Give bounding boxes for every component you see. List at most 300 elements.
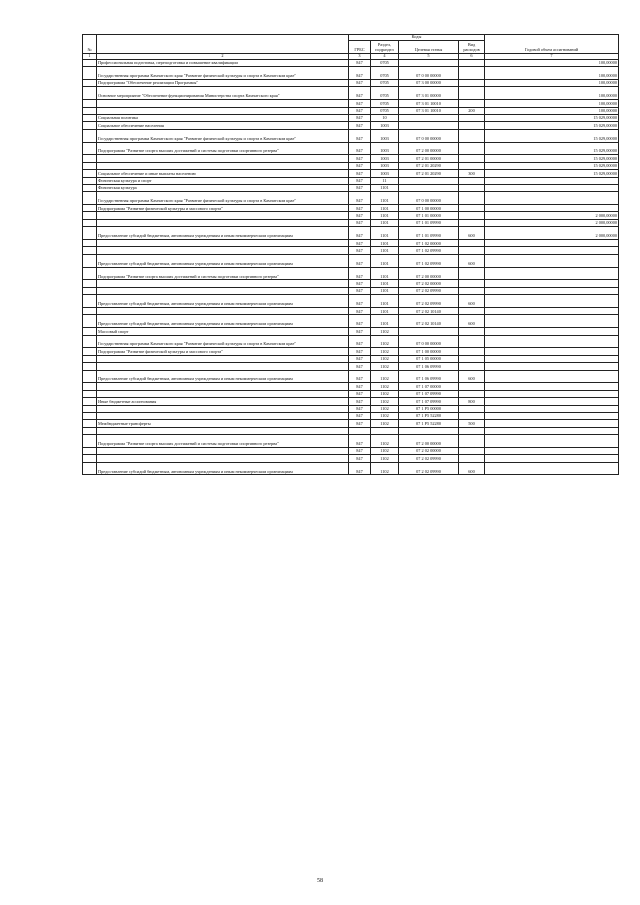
row-expense-type: [459, 308, 485, 315]
row-grbs: 847: [349, 129, 371, 142]
table-row: [83, 100, 619, 107]
row-expense-type: [459, 219, 485, 226]
row-article: 07 3 01 00000: [399, 87, 459, 100]
row-article: 07 2 01 00000: [399, 155, 459, 162]
row-name: Подпрограмма "Развитие физической культуры и массового спорта": [97, 348, 349, 355]
row-grbs: 847: [349, 355, 371, 362]
row-name: Подпрограмма "Обеспечение реализации Программы": [97, 80, 349, 87]
table-row: [83, 177, 619, 184]
row-expense-type: [459, 267, 485, 280]
row-name: [97, 308, 349, 315]
row-article: 07 2 00 00000: [399, 435, 459, 448]
row-amount: [485, 447, 619, 454]
table-row: [83, 59, 619, 66]
table-row: [83, 184, 619, 191]
row-section: 1102: [371, 328, 399, 335]
row-expense-type: 600: [459, 295, 485, 308]
row-grbs: 847: [349, 162, 371, 169]
row-section: 1003: [371, 129, 399, 142]
row-section: 1101: [371, 184, 399, 191]
row-section: 1003: [371, 155, 399, 162]
table-row: [83, 455, 619, 462]
row-article: 07 1 01 09990: [399, 227, 459, 240]
row-number-cell: [83, 295, 97, 308]
table-row: [83, 355, 619, 362]
row-amount: [485, 184, 619, 191]
row-expense-type: [459, 405, 485, 412]
row-section: 1102: [371, 398, 399, 405]
row-name: Основное мероприятие "Обеспечение функционирования Министерства спорта Камчатского края": [97, 87, 349, 100]
table-row: [83, 254, 619, 267]
row-grbs: 847: [349, 280, 371, 287]
row-article: 07 3 00 00000: [399, 80, 459, 87]
row-amount: [485, 383, 619, 390]
row-name: Межбюджетные трансферты: [97, 420, 349, 427]
row-section: 1101: [371, 254, 399, 267]
col-number: 6: [459, 53, 485, 59]
row-section: 1101: [371, 308, 399, 315]
row-expense-type: [459, 348, 485, 355]
table-row: [83, 398, 619, 405]
row-expense-type: 800: [459, 398, 485, 405]
row-article: 07 0 00 00000: [399, 67, 459, 80]
row-number-cell: [83, 184, 97, 191]
row-grbs: 847: [349, 219, 371, 226]
row-grbs: 847: [349, 267, 371, 280]
row-grbs: 847: [349, 240, 371, 247]
row-grbs: 847: [349, 155, 371, 162]
row-amount: 100,00000: [485, 59, 619, 66]
row-name: [97, 155, 349, 162]
row-number-cell: [83, 254, 97, 267]
header-amount: Годовой объем ассигнований: [485, 35, 619, 54]
row-amount: [485, 348, 619, 355]
table-row: [83, 247, 619, 254]
row-section: 1003: [371, 170, 399, 177]
row-section: 1101: [371, 295, 399, 308]
row-expense-type: [459, 212, 485, 219]
table-row: [83, 435, 619, 448]
row-amount: [485, 370, 619, 383]
row-section: 1102: [371, 390, 399, 397]
row-number-cell: [83, 335, 97, 348]
row-expense-type: 600: [459, 462, 485, 475]
table-row: [83, 287, 619, 294]
row-section: 1102: [371, 435, 399, 448]
row-name: [97, 405, 349, 412]
row-section: 1101: [371, 227, 399, 240]
row-article: 07 1 06 09990: [399, 363, 459, 370]
row-name: Предоставление субсидий бюджетным, автономным учреждениям и иным некоммерческим организациям: [97, 254, 349, 267]
table-row: [83, 383, 619, 390]
row-grbs: 847: [349, 370, 371, 383]
table-row: [83, 142, 619, 155]
row-name: [97, 412, 349, 419]
row-article: 07 2 02 00000: [399, 447, 459, 454]
row-name: [97, 240, 349, 247]
row-expense-type: 600: [459, 315, 485, 328]
row-grbs: [349, 427, 371, 434]
row-amount: [485, 192, 619, 205]
header-codes: Коды: [349, 35, 485, 41]
row-grbs: 847: [349, 328, 371, 335]
row-section: 1102: [371, 412, 399, 419]
table-row: [83, 462, 619, 475]
row-section: 0705: [371, 59, 399, 66]
row-name: [97, 455, 349, 462]
row-name: Массовый спорт: [97, 328, 349, 335]
row-name: [97, 219, 349, 226]
table-row: [83, 427, 619, 434]
row-expense-type: [459, 240, 485, 247]
row-grbs: 847: [349, 212, 371, 219]
row-name: [97, 247, 349, 254]
header-expense-type: Вид расходов: [459, 40, 485, 53]
header-number: №: [83, 35, 97, 54]
row-section: 1102: [371, 447, 399, 454]
row-article: 07 1 P5 00000: [399, 405, 459, 412]
row-name: [97, 100, 349, 107]
table-row: [83, 205, 619, 212]
col-number: 3: [349, 53, 371, 59]
row-section: 1102: [371, 405, 399, 412]
row-expense-type: [459, 412, 485, 419]
row-grbs: 847: [349, 227, 371, 240]
budget-table: [82, 34, 619, 475]
row-grbs: 847: [349, 412, 371, 419]
row-grbs: 847: [349, 254, 371, 267]
row-amount: 15 029,00000: [485, 142, 619, 155]
row-article: 07 1 02 09990: [399, 254, 459, 267]
row-article: 07 1 P5 52280: [399, 412, 459, 419]
row-name: [97, 363, 349, 370]
row-amount: 100,00000: [485, 67, 619, 80]
row-name: Подпрограмма "Развитие физической культуры и массового спорта": [97, 205, 349, 212]
row-number-cell: [83, 412, 97, 419]
row-article: 07 2 02 00000: [399, 280, 459, 287]
row-section: 1101: [371, 240, 399, 247]
table-row: [83, 363, 619, 370]
row-section: 1102: [371, 348, 399, 355]
row-amount: [485, 427, 619, 434]
row-amount: 15 029,00000: [485, 129, 619, 142]
row-expense-type: [459, 129, 485, 142]
row-number-cell: [83, 212, 97, 219]
row-article: 07 0 00 00000: [399, 129, 459, 142]
row-expense-type: 200: [459, 107, 485, 114]
row-expense-type: [459, 80, 485, 87]
row-section: 1102: [371, 420, 399, 427]
table-row: [83, 348, 619, 355]
row-section: 0705: [371, 107, 399, 114]
row-number-cell: [83, 390, 97, 397]
col-number: 4: [371, 53, 399, 59]
row-grbs: 847: [349, 170, 371, 177]
row-amount: 2 000,00000: [485, 212, 619, 219]
table-row: [83, 240, 619, 247]
row-grbs: 847: [349, 435, 371, 448]
row-section: 1101: [371, 247, 399, 254]
row-article: [399, 122, 459, 129]
row-grbs: 847: [349, 295, 371, 308]
table-row: [83, 67, 619, 80]
header-grbs: ГРБС: [349, 40, 371, 53]
row-grbs: 847: [349, 315, 371, 328]
row-expense-type: [459, 280, 485, 287]
header-name: [97, 35, 349, 54]
table-row: [83, 212, 619, 219]
row-grbs: 847: [349, 308, 371, 315]
row-section: 1101: [371, 212, 399, 219]
row-article: 07 2 02 09990: [399, 462, 459, 475]
row-name: [97, 355, 349, 362]
table-row: [83, 170, 619, 177]
row-article: [399, 427, 459, 434]
row-name: [97, 287, 349, 294]
row-amount: [485, 240, 619, 247]
row-name: Подпрограмма "Развитие спорта высших достижений и системы подготовки спортивного резерва": [97, 142, 349, 155]
table-row: [83, 308, 619, 315]
row-article: 07 1 00 00000: [399, 348, 459, 355]
row-number-cell: [83, 420, 97, 427]
table-row: [83, 390, 619, 397]
row-section: 1102: [371, 383, 399, 390]
row-article: 07 1 07 00000: [399, 383, 459, 390]
row-expense-type: 600: [459, 227, 485, 240]
row-expense-type: [459, 184, 485, 191]
row-expense-type: [459, 328, 485, 335]
row-amount: [485, 462, 619, 475]
header-article: Целевая статья: [399, 40, 459, 53]
table-row: [83, 370, 619, 383]
row-amount: 2 000,00000: [485, 219, 619, 226]
row-amount: [485, 420, 619, 427]
row-article: 07 2 01 20290: [399, 170, 459, 177]
row-article: 07 3 01 10010: [399, 100, 459, 107]
table-row: [83, 80, 619, 87]
row-grbs: 847: [349, 80, 371, 87]
row-number-cell: [83, 348, 97, 355]
row-name: Профессиональная подготовка, переподготовка и повышение квалификации: [97, 59, 349, 66]
row-name: [97, 212, 349, 219]
table-row: [83, 412, 619, 419]
row-grbs: 847: [349, 142, 371, 155]
row-amount: 15 029,00000: [485, 155, 619, 162]
row-grbs: 847: [349, 67, 371, 80]
table-row: [83, 420, 619, 427]
row-number-cell: [83, 398, 97, 405]
row-name: Предоставление субсидий бюджетным, автономным учреждениям и иным некоммерческим организациям: [97, 315, 349, 328]
table-row: [83, 405, 619, 412]
row-name: Государственная программа Камчатского края "Развитие физической культуры и спорта в Камчатском крае": [97, 335, 349, 348]
row-section: 0705: [371, 80, 399, 87]
row-article: [399, 114, 459, 121]
row-name: Предоставление субсидий бюджетным, автономным учреждениям и иным некоммерческим организациям: [97, 295, 349, 308]
row-name: Физическая культура: [97, 184, 349, 191]
row-number-cell: [83, 177, 97, 184]
row-name: Государственная программа Камчатского края "Развитие физической культуры и спорта в Камчатском крае": [97, 192, 349, 205]
row-section: 1102: [371, 355, 399, 362]
row-grbs: 847: [349, 247, 371, 254]
row-amount: [485, 455, 619, 462]
row-number-cell: [83, 170, 97, 177]
row-amount: [485, 280, 619, 287]
row-number-cell: [83, 107, 97, 114]
row-section: 1102: [371, 462, 399, 475]
row-number-cell: [83, 363, 97, 370]
table-row: [83, 107, 619, 114]
row-section: 1003: [371, 122, 399, 129]
table-row: [83, 328, 619, 335]
row-amount: 100,00000: [485, 100, 619, 107]
row-expense-type: [459, 363, 485, 370]
row-name: Подпрограмма "Развитие спорта высших достижений и системы подготовки спортивного резерва": [97, 267, 349, 280]
row-number-cell: [83, 129, 97, 142]
row-amount: 100,00000: [485, 107, 619, 114]
row-article: 07 2 02 09990: [399, 295, 459, 308]
row-section: 1101: [371, 287, 399, 294]
row-section: 1102: [371, 335, 399, 348]
row-expense-type: [459, 122, 485, 129]
row-expense-type: [459, 435, 485, 448]
row-expense-type: [459, 447, 485, 454]
row-grbs: 847: [349, 122, 371, 129]
row-amount: 100,00000: [485, 80, 619, 87]
row-amount: [485, 328, 619, 335]
row-amount: 15 029,00000: [485, 162, 619, 169]
table-row: [83, 87, 619, 100]
table-row: [83, 192, 619, 205]
table-row: [83, 129, 619, 142]
row-name: [97, 447, 349, 454]
row-article: [399, 328, 459, 335]
row-amount: [485, 287, 619, 294]
row-amount: 100,00000: [485, 87, 619, 100]
page-number: 58: [317, 878, 323, 884]
row-name: [97, 390, 349, 397]
row-name: Социальное обеспечение и иные выплаты населению: [97, 170, 349, 177]
row-amount: [485, 254, 619, 267]
row-amount: [485, 405, 619, 412]
row-number-cell: [83, 355, 97, 362]
row-expense-type: [459, 67, 485, 80]
row-name: Государственная программа Камчатского края "Развитие физической культуры и спорта в Камчатском крае": [97, 129, 349, 142]
row-name: Иные бюджетные ассигнования: [97, 398, 349, 405]
header-section: Раздел, подраздел: [371, 40, 399, 53]
row-amount: [485, 435, 619, 448]
row-expense-type: [459, 390, 485, 397]
row-number-cell: [83, 447, 97, 454]
row-number-cell: [83, 427, 97, 434]
row-number-cell: [83, 462, 97, 475]
row-number-cell: [83, 219, 97, 226]
row-number-cell: [83, 59, 97, 66]
row-name: [97, 427, 349, 434]
row-article: 07 2 00 00000: [399, 142, 459, 155]
row-amount: [485, 295, 619, 308]
row-amount: [485, 267, 619, 280]
row-section: 10: [371, 114, 399, 121]
row-expense-type: [459, 335, 485, 348]
row-section: 1101: [371, 219, 399, 226]
row-name: Физическая культура и спорт: [97, 177, 349, 184]
row-expense-type: 300: [459, 170, 485, 177]
row-name: Социальное обеспечение населения: [97, 122, 349, 129]
row-article: 07 0 00 00000: [399, 192, 459, 205]
row-article: 07 2 02 10140: [399, 308, 459, 315]
row-name: Предоставление субсидий бюджетным, автономным учреждениям и иным некоммерческим организациям: [97, 462, 349, 475]
row-grbs: 847: [349, 184, 371, 191]
row-expense-type: [459, 355, 485, 362]
row-article: 07 1 07 09990: [399, 390, 459, 397]
row-name: Социальная политика: [97, 114, 349, 121]
row-amount: [485, 335, 619, 348]
row-amount: 15 029,00000: [485, 170, 619, 177]
row-grbs: 847: [349, 335, 371, 348]
row-number-cell: [83, 162, 97, 169]
row-name: [97, 107, 349, 114]
row-article: 07 2 01 20290: [399, 162, 459, 169]
row-amount: [485, 355, 619, 362]
row-section: 1101: [371, 205, 399, 212]
row-grbs: 847: [349, 455, 371, 462]
row-name: Предоставление субсидий бюджетным, автономным учреждениям и иным некоммерческим организациям: [97, 370, 349, 383]
row-grbs: 847: [349, 114, 371, 121]
col-number: 1: [83, 53, 97, 59]
table-row: [83, 295, 619, 308]
row-number-cell: [83, 455, 97, 462]
row-section: 0705: [371, 100, 399, 107]
row-article: 07 1 01 09990: [399, 219, 459, 226]
row-section: 1102: [371, 363, 399, 370]
row-expense-type: [459, 205, 485, 212]
row-expense-type: [459, 455, 485, 462]
row-amount: [485, 398, 619, 405]
table-row: [83, 114, 619, 121]
row-name: [97, 280, 349, 287]
row-section: 1101: [371, 280, 399, 287]
table-row: [83, 280, 619, 287]
row-amount: [485, 363, 619, 370]
row-expense-type: 500: [459, 420, 485, 427]
row-grbs: 847: [349, 383, 371, 390]
row-number-cell: [83, 308, 97, 315]
row-grbs: 847: [349, 100, 371, 107]
row-number-cell: [83, 315, 97, 328]
row-section: 1102: [371, 455, 399, 462]
row-article: [399, 177, 459, 184]
col-number: 2: [97, 53, 349, 59]
row-expense-type: [459, 383, 485, 390]
row-grbs: 847: [349, 107, 371, 114]
row-grbs: 847: [349, 59, 371, 66]
row-article: 07 2 02 09990: [399, 455, 459, 462]
row-article: 07 1 02 00000: [399, 240, 459, 247]
table-row: [83, 315, 619, 328]
row-expense-type: [459, 114, 485, 121]
row-number-cell: [83, 240, 97, 247]
row-name: Подпрограмма "Развитие спорта высших достижений и системы подготовки спортивного резерва": [97, 435, 349, 448]
row-name: Предоставление субсидий бюджетным, автономным учреждениям и иным некоммерческим организациям: [97, 227, 349, 240]
row-name: Государственная программа Камчатского края "Развитие физической культуры и спорта в Камчатском крае": [97, 67, 349, 80]
table-row: [83, 447, 619, 454]
row-grbs: 847: [349, 420, 371, 427]
row-grbs: 847: [349, 348, 371, 355]
table-row: [83, 155, 619, 162]
row-expense-type: [459, 87, 485, 100]
row-section: 1102: [371, 370, 399, 383]
row-grbs: 847: [349, 205, 371, 212]
